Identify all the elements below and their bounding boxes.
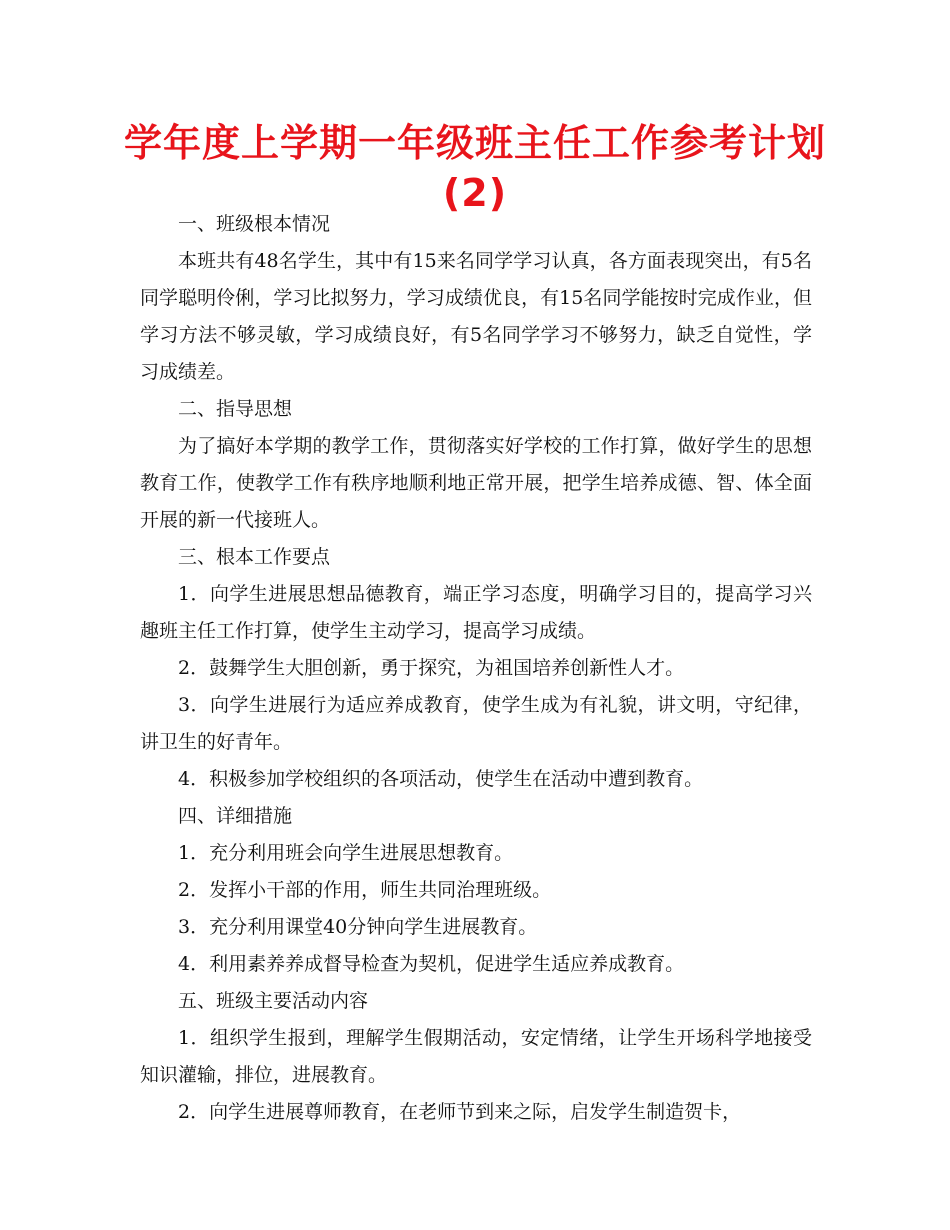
list-item: 3．向学生进展行为适应养成教育，使学生成为有礼貌，讲文明，守纪律，讲卫生的好青年。: [140, 694, 812, 753]
list-item: 4．利用素养养成督导检查为契机，促进学生适应养成教育。: [178, 953, 685, 975]
section-heading: 四、详细措施: [178, 805, 293, 827]
list-item: 2．鼓舞学生大胆创新，勇于探究，为祖国培养创新性人才。: [178, 657, 685, 679]
list-item: 1．组织学生报到，理解学生假期活动，安定情绪，让学生开场科学地接受知识灌输，排位，进展教育。: [140, 1027, 812, 1086]
section-heading: 三、根本工作要点: [178, 546, 331, 568]
section-heading: 五、班级主要活动内容: [178, 990, 369, 1012]
page-title: 学年度上学期一年级班主任工作参考计划(2): [123, 121, 826, 215]
document-body: [140, 206, 812, 1131]
paragraph: 本班共有48名学生，其中有15来名同学学习认真，各方面表现突出，有5名同学聪明伶俐，学习比拟努力，学习成绩优良，有15名同学能按时完成作业，但学习方法不够灵敏，学习成绩良好，有5名同学学习不够努力，缺乏自觉性，学习成绩差。: [140, 250, 812, 383]
list-item: 4．积极参加学校组织的各项活动，使学生在活动中遭到教育。: [178, 768, 704, 790]
list-item: 2．向学生进展尊师教育，在老师节到来之际，启发学生制造贺卡，: [178, 1101, 742, 1123]
list-item: 2．发挥小干部的作用，师生共同治理班级。: [178, 879, 552, 901]
paragraph: 为了搞好本学期的教学工作，贯彻落实好学校的工作打算，做好学生的思想教育工作，使教学工作有秩序地顺利地正常开展，把学生培养成德、智、体全面开展的新一代接班人。: [140, 435, 812, 531]
section-heading: 一、班级根本情况: [178, 213, 331, 235]
list-item: 3．充分利用课堂40分钟向学生进展教育。: [178, 916, 538, 938]
list-item: 1．充分利用班会向学生进展思想教育。: [178, 842, 514, 864]
list-item: 1．向学生进展思想品德教育，端正学习态度，明确学习目的，提高学习兴趣班主任工作打算，使学生主动学习，提高学习成绩。: [140, 583, 812, 642]
section-heading: 二、指导思想: [178, 398, 293, 420]
